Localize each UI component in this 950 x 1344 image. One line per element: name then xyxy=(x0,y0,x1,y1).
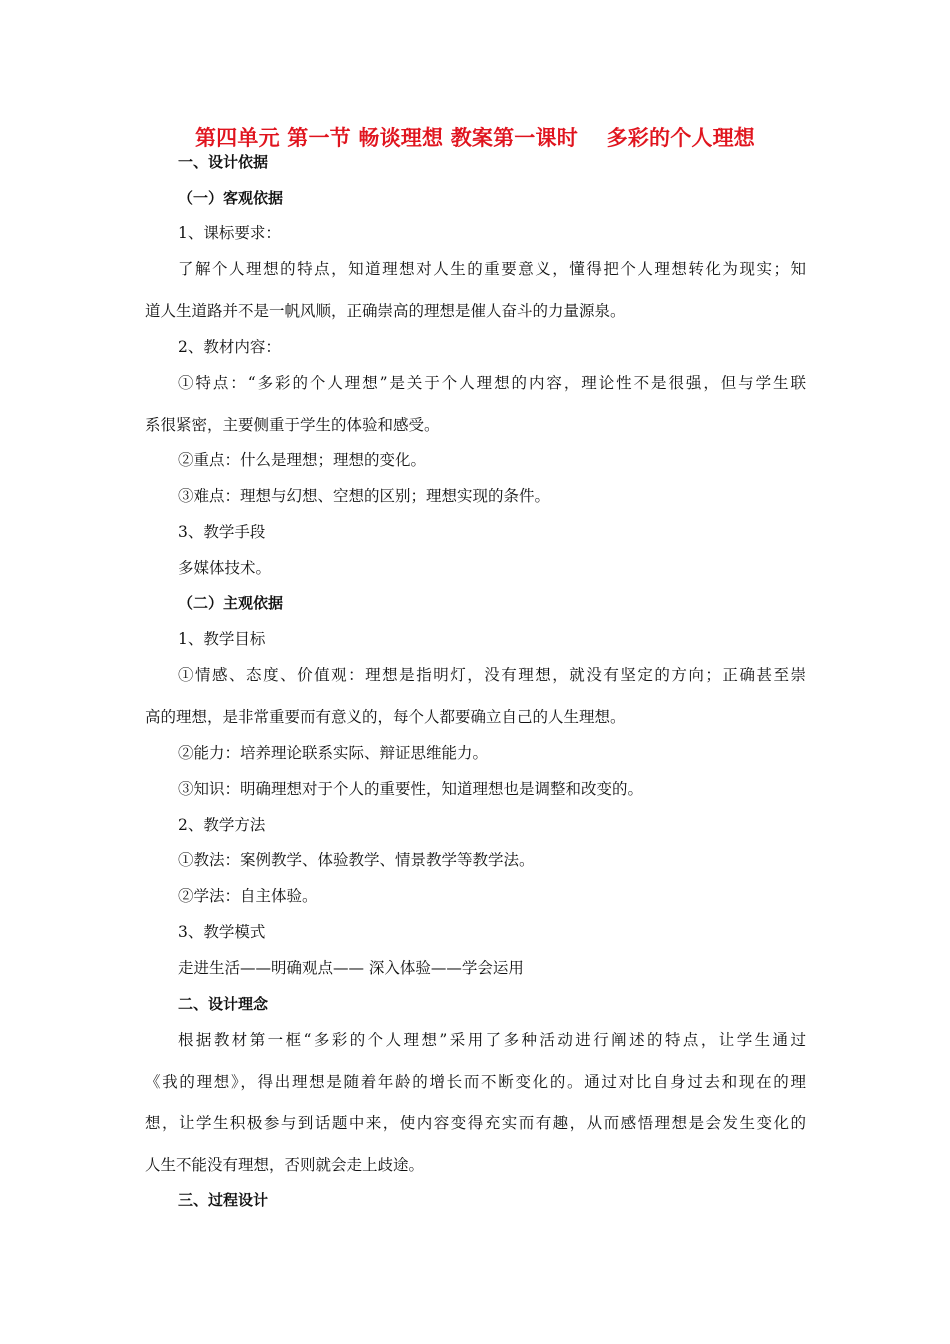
item-curriculum-requirements: 1、课标要求： xyxy=(178,224,281,242)
paragraph-line: 高的理想，是非常重要而有意义的，每个人都要确立自己的人生理想。 xyxy=(145,708,626,726)
document-title: 第四单元 第一节 畅谈理想 教案第一课时 多彩的个人理想 xyxy=(194,126,756,150)
paragraph-line: ②学法：自主体验。 xyxy=(178,887,318,905)
item-teaching-means: 3、教学手段 xyxy=(178,523,266,541)
section-heading-1: 一、设计依据 xyxy=(178,153,269,171)
subsection-heading-objective: （一）客观依据 xyxy=(178,189,284,207)
item-textbook-content: 2、教材内容： xyxy=(178,338,281,356)
paragraph-line: ②能力：培养理论联系实际、辩证思维能力。 xyxy=(178,744,489,762)
item-teaching-goals: 1、教学目标 xyxy=(178,630,266,648)
paragraph-line: 了解个人理想的特点，知道理想对人生的重要意义，懂得把个人理想转化为现实；知 xyxy=(178,260,806,278)
paragraph-line: 系很紧密，主要侧重于学生的体验和感受。 xyxy=(145,416,440,434)
paragraph-line: 道人生道路并不是一帆风顺，正确崇高的理想是催人奋斗的力量源泉。 xyxy=(145,302,626,320)
paragraph-line: 《我的理想》，得出理想是随着年龄的增长而不断变化的。通过对比自身过去和现在的理 xyxy=(145,1073,806,1091)
paragraph-line: ①教法：案例教学、体验教学、情景教学等教学法。 xyxy=(178,851,535,869)
section-heading-3: 三、过程设计 xyxy=(178,1191,269,1209)
item-teaching-methods: 2、教学方法 xyxy=(178,816,266,834)
item-teaching-model: 3、教学模式 xyxy=(178,923,266,941)
subsection-heading-subjective: （二）主观依据 xyxy=(178,594,284,612)
paragraph-line: ①特点：“多彩的个人理想”是关于个人理想的内容，理论性不是很强，但与学生联 xyxy=(178,374,806,392)
paragraph-line: ③难点：理想与幻想、空想的区别；理想实现的条件。 xyxy=(178,487,551,505)
paragraph-line: 走进生活——明确观点—— 深入体验——学会运用 xyxy=(178,959,524,977)
paragraph-line: ②重点：什么是理想；理想的变化。 xyxy=(178,451,427,469)
paragraph-line: ③知识：明确理想对于个人的重要性，知道理想也是调整和改变的。 xyxy=(178,780,644,798)
section-heading-2: 二、设计理念 xyxy=(178,995,269,1013)
paragraph-line: ①情感、态度、价值观：理想是指明灯，没有理想，就没有坚定的方向；正确甚至崇 xyxy=(178,666,806,684)
paragraph-line: 多媒体技术。 xyxy=(178,559,272,577)
paragraph-line: 人生不能没有理想，否则就会走上歧途。 xyxy=(145,1156,425,1174)
paragraph-line: 根据教材第一框“多彩的个人理想”采用了多种活动进行阐述的特点，让学生通过 xyxy=(178,1031,806,1049)
paragraph-line: 想，让学生积极参与到话题中来，使内容变得充实而有趣，从而感悟理想是会发生变化的 xyxy=(145,1114,806,1132)
